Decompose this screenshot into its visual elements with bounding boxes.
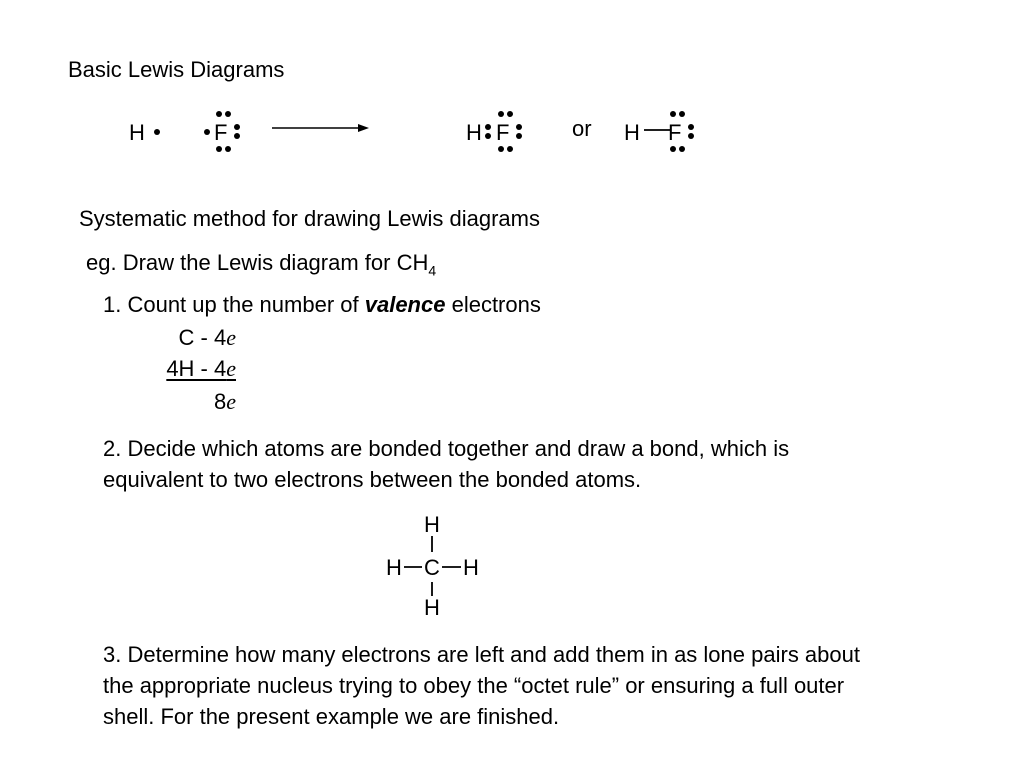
step-1-suffix: electrons xyxy=(445,292,541,317)
count-unit: e xyxy=(226,325,236,350)
electron-dot xyxy=(216,146,222,152)
step-1 xyxy=(103,292,541,318)
step-2-line-1: 2. Decide which atoms are bonded together and draw a bond, which is xyxy=(103,436,790,461)
methane-top-hydrogen: H xyxy=(424,512,440,537)
methane-carbon: C xyxy=(424,555,440,580)
count-row-total xyxy=(120,389,236,415)
bond-hydrogen: H xyxy=(624,120,640,145)
electron-dot xyxy=(485,124,491,130)
electron-dot xyxy=(688,124,694,130)
electron-dot xyxy=(507,146,513,152)
electron-dot xyxy=(516,133,522,139)
electron-dot xyxy=(498,146,504,152)
step-1-prefix: 1. Count up the number of xyxy=(103,292,365,317)
step-3-line-1: 3. Determine how many electrons are left and add them in as lone pairs about xyxy=(103,642,860,667)
count-row-hydrogen xyxy=(120,356,236,382)
electron-dot xyxy=(154,129,160,135)
example-subscript: 4 xyxy=(428,262,437,279)
example-line xyxy=(86,250,436,278)
count-row-carbon xyxy=(120,325,236,351)
count-label: 4H - 4 xyxy=(166,356,227,381)
methane-left-hydrogen: H xyxy=(386,555,402,580)
electron-dot xyxy=(679,146,685,152)
count-label-underlined xyxy=(166,356,236,381)
count-unit: e xyxy=(226,356,236,381)
fluorine-atom: F xyxy=(214,120,228,145)
step-2-line-2: equivalent to two electrons between the bonded atoms. xyxy=(103,467,642,492)
electron-dot xyxy=(516,124,522,130)
methane-bonds xyxy=(380,530,490,600)
electron-dot xyxy=(204,129,210,135)
product-hydrogen: H xyxy=(466,120,482,145)
methane-right-hydrogen: H xyxy=(463,555,479,580)
electron-dot xyxy=(679,111,685,117)
count-label: 8 xyxy=(213,389,227,414)
electron-dot xyxy=(670,111,676,117)
count-unit: e xyxy=(226,389,236,414)
electron-dot xyxy=(498,111,504,117)
electron-dot xyxy=(225,146,231,152)
step-3-line-3: shell. For the present example we are finished. xyxy=(103,704,560,729)
example-text: eg. Draw the Lewis diagram for CH xyxy=(86,250,429,275)
electron-dot xyxy=(234,133,240,139)
electron-dot xyxy=(670,146,676,152)
hydrogen-atom: H xyxy=(129,120,145,145)
step-1-emphasis: valence xyxy=(364,292,446,317)
electron-dot xyxy=(688,133,694,139)
electron-dot xyxy=(225,111,231,117)
or-label: or xyxy=(572,116,592,141)
section-heading: Systematic method for drawing Lewis diagrams xyxy=(79,206,540,231)
page-title: Basic Lewis Diagrams xyxy=(68,57,285,82)
electron-dot xyxy=(507,111,513,117)
methane-bottom-hydrogen: H xyxy=(424,595,440,620)
step-3-line-2: the appropriate nucleus trying to obey the “octet rule” or ensuring a full outer xyxy=(103,673,845,698)
count-label: C - 4 xyxy=(178,325,227,350)
product-fluorine: F xyxy=(496,120,510,145)
electron-dot xyxy=(485,133,491,139)
electron-dot xyxy=(234,124,240,130)
electron-dot xyxy=(216,111,222,117)
bond-fluorine: F xyxy=(668,120,682,145)
reaction-arrow-icon xyxy=(270,120,372,136)
